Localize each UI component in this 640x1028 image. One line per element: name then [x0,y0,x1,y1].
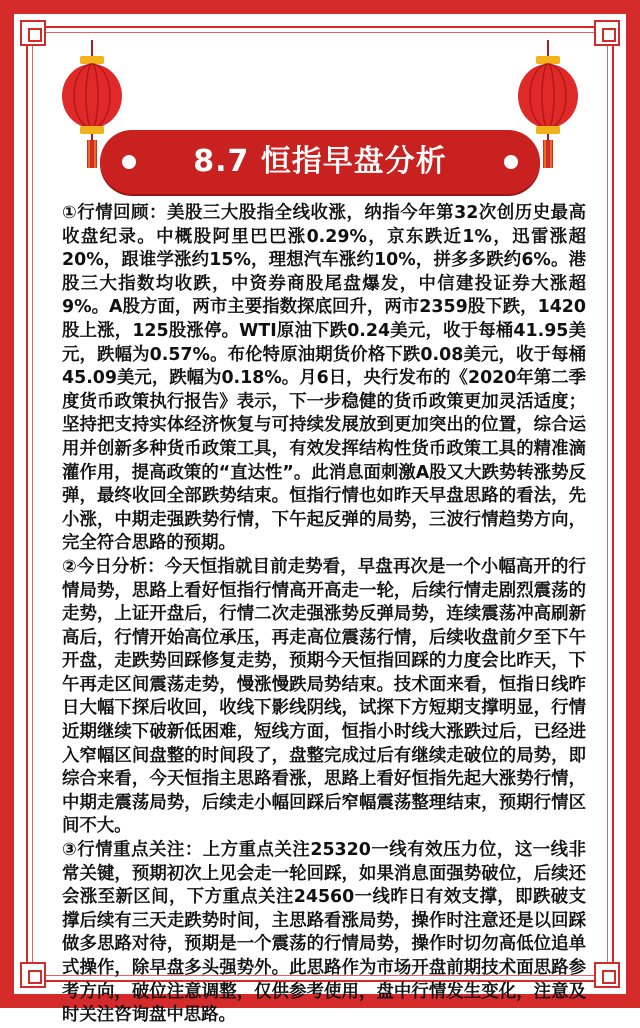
corner-ornament-top-left [20,20,46,46]
title-dot-left [122,155,136,169]
section-market-review: ①行情回顾：美股三大股指全线收涨，纳指今年第32次创历史最高收盘纪录。中概股阿里巴巴涨0.29%，京东跌近1%，迅雷涨超20%，跟谁学涨约15%，理想汽车涨约10%，拼多多跌约6%。港股三大指数均收跌，中资券商股尾盘爆发，中信建投证券大涨超9%。A股方面，两市主要指数探底回升，两市2359股下跌，1420股上涨，125股涨停。WTI原油下跌0.24美元，收于每桶41.95美元，跌幅为0.57%。布伦特原油期货价格下跌0.08美元，收于每桶45.09美元，跌幅为0.18%。月6日，央行发布的《2020年第二季度货币政策执行报告》表示，下一步稳健的货币政策更加灵活适度；坚持把支持实体经济恢复与可持续发展放到更加突出的位置，综合运用并创新多种货币政策工具，有效发挥结构性货币政策工具的精准滴灌作用，提高政策的“直达性”。此消息面刺激A股又大跌势转涨势反弹，最终收回全部跌势结束。恒指行情也如昨天早盘思路的看法，先小涨，中期走强跌势行情，下午起反弹的局势，三波行情趋势方向，完全符合思路的预期。 [62,203,586,554]
corner-ornament-top-right [594,20,620,46]
corner-ornament-bottom-left [20,962,46,988]
title-dot-right [504,155,518,169]
page-title: 8.7 恒指早盘分析 [193,144,447,179]
section-key-focus: ③行情重点关注：上方重点关注25320一线有效压力位，这一线非常关键，预期初次上见会走一轮回踩，如果消息面强势破位，后续还会涨至新区间，下方重点关注24560一线昨日有效支撑，即跌破支撑后续有三天走跌势时间，主思路看涨局势，操作时注意还是以回踩做多思路对待，预期是一个震荡的行情局势，操作时切勿高低位追单式操作，除早盘多头强势外。此思路作为市场开盘前期技术面思路参考方向，破位注意调整，仅供参考使用，盘中行情发生变化，注意及时关注咨询盘中思路。 [62,840,586,1026]
section-today-analysis: ②今日分析：今天恒指就目前走势看，早盘再次是一个小幅高开的行情局势，思路上看好恒指行情高开高走一轮，后续行情走剧烈震荡的走势，上证开盘后，行情二次走强涨势反弹局势，连续震荡冲高刷新高后，行情开始高位承压，再走高位震荡行情，后续收盘前夕至下午开盘，走跌势回踩修复走势，预期今天恒指回踩的力度会比昨天，下午再走区间震荡走势，慢涨慢跌局势结束。技术面来看，恒指日线昨日大幅下探后收回，收线下影线阴线，试探下方短期支撑明显，行情近期继续下破新低困难，短线方面，恒指小时线大涨跌过后，已经进入窄幅区间盘整的时间段了，盘整完成过后有继续走破位的局势，即综合来看，今天恒指主思路看涨，思路上看好恒指先起大涨势行情，中期走震荡局势，后续走小幅回踩后窄幅震荡整理结束，预期行情区间不大。 [62,556,586,837]
title-banner [100,130,540,194]
corner-ornament-bottom-right [594,962,620,988]
article-body [62,202,586,1028]
